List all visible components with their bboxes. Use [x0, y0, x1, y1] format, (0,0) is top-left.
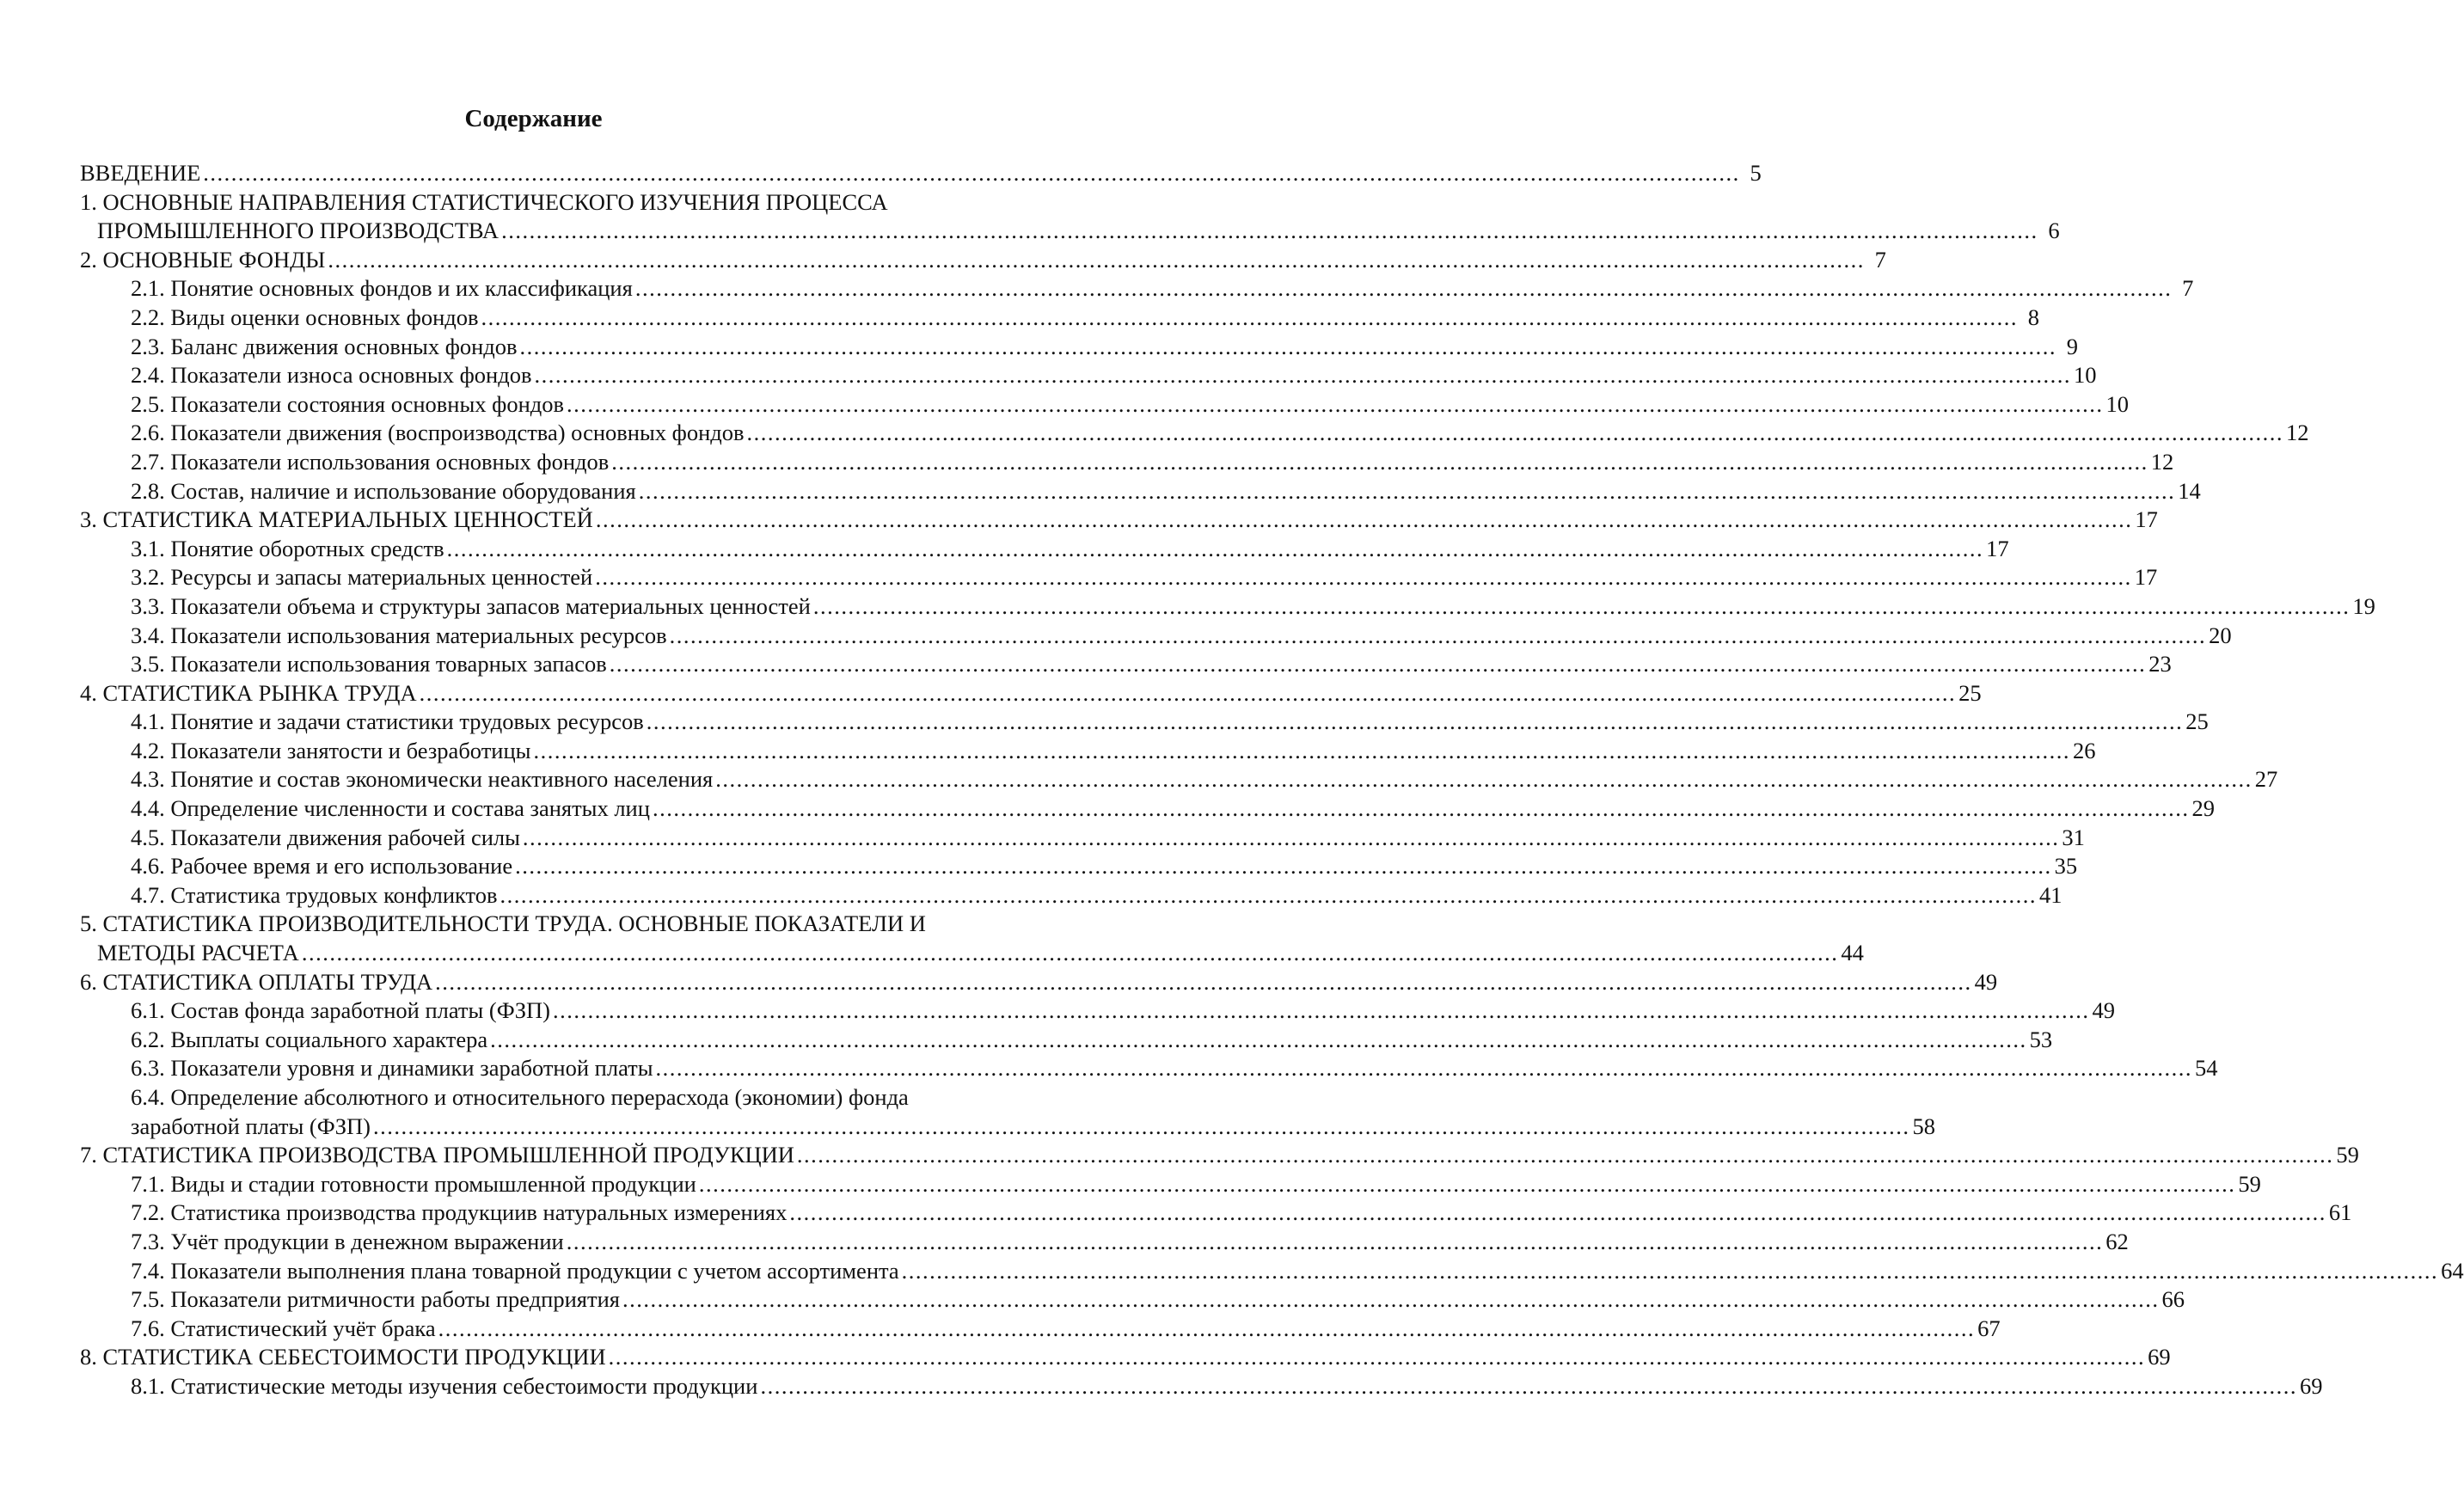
toc-entry[interactable] [80, 274, 2194, 303]
toc-entry[interactable] [80, 1228, 2129, 1257]
dot-leader: ............................................................................................................................................................................................................................ [552, 997, 2090, 1024]
toc-entry-line [80, 1198, 2352, 1228]
toc-entry-line [80, 274, 2194, 303]
toc-entry[interactable] [80, 1083, 1935, 1141]
toc-entry-line [80, 852, 2078, 881]
toc-entry-title: 2.2. Виды оценки основных фондов [131, 303, 479, 330]
toc-entry[interactable] [80, 563, 2158, 592]
toc-entry[interactable] [80, 1343, 2171, 1372]
dot-leader: ............................................................................................................................................................................................................................ [715, 766, 2253, 793]
dot-leader: ............................................................................................................................................................................................................................ [500, 881, 2038, 908]
dot-leader: ............................................................................................................................................................................................................................ [622, 1286, 2160, 1313]
toc-entry[interactable] [80, 824, 2085, 853]
dot-leader: ............................................................................................................................................................................................................................ [446, 535, 1984, 561]
dot-leader: ............................................................................................................................................................................................................................ [609, 651, 2147, 677]
toc-page-number: 5 [1750, 160, 1762, 186]
dot-leader: ............................................................................................................................................................................................................................ [652, 795, 2190, 822]
dot-leader: ............................................................................................................................................................................................................................ [698, 1170, 2236, 1197]
toc-entry-line [80, 1257, 2464, 1286]
toc-entry[interactable] [80, 1170, 2261, 1199]
toc-page-number: 26 [2072, 737, 2096, 763]
toc-entry-line [80, 592, 2375, 622]
toc-entry[interactable] [80, 535, 2009, 564]
toc-page-number: 64 [2441, 1257, 2464, 1284]
page-title: Содержание [464, 105, 603, 132]
toc-entry-title: 4.2. Показатели занятости и безработицы [131, 737, 531, 763]
toc-entry[interactable] [80, 996, 2115, 1026]
toc-entry[interactable] [80, 390, 2130, 420]
toc-entry-line [80, 246, 1886, 275]
toc-entry-line [80, 1083, 976, 1113]
toc-page-number: 25 [2185, 708, 2209, 735]
toc-entry-line [80, 939, 1864, 968]
toc-page-number: 7 [1874, 246, 1886, 273]
table-of-contents [80, 159, 2464, 1401]
dot-leader: ............................................................................................................................................................................................................................ [419, 679, 1957, 706]
toc-entry-title: 8.1. Статистические методы изучения себестоимости продукции [131, 1372, 758, 1399]
toc-entry-line [80, 477, 2201, 506]
toc-entry[interactable] [80, 708, 2209, 737]
toc-entry[interactable] [80, 650, 2172, 679]
dot-leader: ............................................................................................................................................................................................................................ [760, 1372, 2297, 1399]
toc-entry-title: 7.3. Учёт продукции в денежном выражении [131, 1228, 564, 1254]
dot-leader: ............................................................................................................................................................................................................................ [638, 477, 2176, 504]
toc-entry[interactable] [80, 765, 2278, 794]
toc-entry-title: 7.4. Показатели выполнения плана товарной продукции с учетом ассортимента [131, 1257, 899, 1284]
toc-entry[interactable] [80, 737, 2096, 766]
toc-entry-line [80, 650, 2172, 679]
toc-page-number: 53 [2029, 1026, 2053, 1052]
toc-page-number: 44 [1841, 940, 1864, 966]
toc-page-number: 61 [2328, 1199, 2352, 1226]
toc-entry-line [80, 794, 2215, 824]
toc-page-number: 69 [2148, 1344, 2171, 1370]
toc-page-number: 67 [1977, 1315, 2001, 1341]
toc-page-number: 41 [2039, 881, 2063, 908]
toc-entry[interactable] [80, 679, 1982, 708]
dot-leader: ............................................................................................................................................................................................................................ [655, 1055, 2193, 1082]
toc-entry[interactable] [80, 1285, 2185, 1315]
dot-leader: ............................................................................................................................................................................................................................ [634, 275, 2173, 302]
dot-leader: ............................................................................................................................................................................................................................ [567, 390, 2104, 417]
toc-entry-title: 3.5. Показатели использования товарных запасов [131, 651, 607, 677]
toc-page-number: 23 [2148, 651, 2172, 677]
toc-page-number: 9 [2066, 333, 2079, 359]
toc-entry-line [80, 679, 1982, 708]
toc-entry-title: 2.7. Показатели использования основных фондов [131, 448, 610, 475]
toc-entry[interactable] [80, 1257, 2464, 1286]
toc-entry[interactable] [80, 622, 2232, 651]
toc-entry[interactable] [80, 968, 1998, 997]
toc-entry-line [80, 968, 1998, 997]
dot-leader: ............................................................................................................................................................................................................................ [490, 1026, 2027, 1052]
dot-leader: ............................................................................................................................................................................................................................ [519, 333, 2057, 359]
toc-entry-title: 3.3. Показатели объема и структуры запасов материальных ценностей [131, 592, 811, 619]
toc-page-number: 17 [2134, 564, 2158, 591]
toc-entry-title: 6.1. Состав фонда заработной платы (ФЗП) [131, 997, 550, 1024]
dot-leader: ............................................................................................................................................................................................................................ [534, 362, 2071, 389]
toc-entry-line [80, 1228, 2129, 1257]
toc-entry[interactable] [80, 506, 2158, 535]
toc-entry-title: 6.2. Выплаты социального характера [131, 1026, 488, 1052]
dot-leader: ............................................................................................................................................................................................................................ [481, 303, 2019, 330]
toc-entry-line [80, 419, 2309, 448]
toc-page-number: 29 [2191, 795, 2215, 822]
dot-leader: ............................................................................................................................................................................................................................ [746, 420, 2283, 446]
toc-page-number: 10 [2073, 362, 2097, 389]
dot-leader: ............................................................................................................................................................................................................................ [438, 1315, 1976, 1341]
toc-entry[interactable] [80, 881, 2063, 910]
toc-page-number: 62 [2105, 1228, 2129, 1254]
toc-page-number: 8 [2027, 303, 2040, 330]
toc-page-number: 49 [2092, 997, 2115, 1024]
toc-entry-line [80, 1372, 2323, 1401]
dot-leader: ............................................................................................................................................................................................................................ [812, 592, 2351, 619]
toc-entry-title: ВВЕДЕНИЕ [80, 160, 201, 186]
toc-entry[interactable] [80, 592, 2375, 622]
toc-page-number: 54 [2195, 1055, 2218, 1082]
toc-page-number: 12 [2150, 448, 2174, 475]
toc-entry-title: МЕТОДЫ РАСЧЕТА [97, 940, 299, 966]
dot-leader: ............................................................................................................................................................................................................................ [301, 940, 1839, 966]
toc-entry-title: 6. СТАТИСТИКА ОПЛАТЫ ТРУДА [80, 968, 433, 995]
toc-page-number: 14 [2178, 477, 2201, 504]
toc-page-number: 7 [2182, 275, 2194, 302]
toc-entry[interactable] [80, 159, 1762, 188]
toc-entry[interactable] [80, 1026, 2053, 1055]
toc-entry-line [80, 1343, 2171, 1372]
toc-entry-title: 4.3. Понятие и состав экономически неактивного населения [131, 766, 714, 793]
toc-page-number: 17 [2135, 506, 2158, 533]
toc-entry-title: 4.5. Показатели движения рабочей силы [131, 824, 520, 850]
toc-entry-title: 3.4. Показатели использования материальных ресурсов [131, 622, 667, 648]
toc-entry-line [80, 188, 976, 218]
toc-entry-line [80, 765, 2278, 794]
toc-entry-line [80, 159, 1762, 188]
toc-page-number: 25 [1958, 679, 1982, 706]
dot-leader: ............................................................................................................................................................................................................................ [515, 853, 2052, 880]
toc-entry[interactable] [80, 910, 1864, 967]
toc-page-number: 6 [2048, 218, 2060, 244]
toc-entry[interactable] [80, 794, 2215, 824]
toc-page-number: 27 [2254, 766, 2278, 793]
toc-entry-title: 7.6. Статистический учёт брака [131, 1315, 436, 1341]
toc-entry-line [80, 622, 2232, 651]
toc-entry-line [80, 333, 2079, 362]
dot-leader: ............................................................................................................................................................................................................................ [566, 1228, 2104, 1254]
toc-entry-title: 4.6. Рабочее время и его использование [131, 853, 513, 880]
toc-entry-line [80, 910, 976, 939]
toc-entry-line [80, 1141, 2359, 1170]
dot-leader: ............................................................................................................................................................................................................................ [646, 708, 2184, 735]
dot-leader: ............................................................................................................................................................................................................................ [203, 160, 1740, 186]
toc-entry-line [80, 1026, 2053, 1055]
dot-leader: ............................................................................................................................................................................................................................ [595, 564, 2132, 591]
toc-page-number: 20 [2209, 622, 2232, 648]
toc-entry-title: 2.1. Понятие основных фондов и их классификация [131, 275, 633, 302]
toc-entry-line [80, 390, 2130, 420]
dot-leader: ............................................................................................................................................................................................................................ [501, 218, 2038, 244]
toc-entry-title: 4. СТАТИСТИКА РЫНКА ТРУДА [80, 679, 417, 706]
dot-leader: ............................................................................................................................................................................................................................ [901, 1257, 2439, 1284]
toc-page-number: 49 [1974, 968, 1998, 995]
toc-entry-title: 2.6. Показатели движения (воспроизводства) основных фондов [131, 420, 745, 446]
toc-entry-title: 3.1. Понятие оборотных средств [131, 535, 444, 561]
toc-entry-line [80, 824, 2085, 853]
toc-entry-title: 4.1. Понятие и задачи статистики трудовых ресурсов [131, 708, 644, 735]
toc-page-number: 58 [1912, 1113, 1935, 1139]
toc-entry-title: 2.4. Показатели износа основных фондов [131, 362, 532, 389]
toc-entry-line [80, 303, 2040, 333]
toc-page-number: 17 [1986, 535, 2009, 561]
toc-page-number: 31 [2062, 824, 2085, 850]
toc-entry-title: 3.2. Ресурсы и запасы материальных ценностей [131, 564, 593, 591]
toc-entry-title: 2.3. Баланс движения основных фондов [131, 333, 518, 359]
toc-entry-title: ПРОМЫШЛЕННОГО ПРОИЗВОДСТВА [97, 218, 500, 244]
toc-entry-title: 3. СТАТИСТИКА МАТЕРИАЛЬНЫХ ЦЕННОСТЕЙ [80, 506, 593, 533]
toc-entry-line [80, 563, 2158, 592]
dot-leader: ............................................................................................................................................................................................................................ [595, 506, 2133, 533]
toc-entry-line [80, 1170, 2261, 1199]
dot-leader: ............................................................................................................................................................................................................................ [328, 246, 1865, 273]
toc-entry-line [80, 448, 2174, 477]
toc-entry-line [80, 996, 2115, 1026]
toc-entry-title: 7.5. Показатели ритмичности работы предприятия [131, 1286, 620, 1313]
toc-entry-line [80, 1054, 2218, 1083]
toc-entry-line [80, 708, 2209, 737]
toc-page-number: 59 [2238, 1170, 2261, 1197]
toc-entry-title: 8. СТАТИСТИКА СЕБЕСТОИМОСТИ ПРОДУКЦИИ [80, 1344, 606, 1370]
toc-entry-title: 5. СТАТИСТИКА ПРОИЗВОДИТЕЛЬНОСТИ ТРУДА. ОСНОВНЫЕ ПОКАЗАТЕЛИ И [80, 910, 926, 937]
toc-entry[interactable] [80, 303, 2040, 333]
toc-entry-title: 2. ОСНОВНЫЕ ФОНДЫ [80, 246, 326, 273]
toc-page-number: 10 [2105, 390, 2130, 417]
toc-entry[interactable] [80, 1141, 2359, 1170]
toc-entry-title: 4.7. Статистика трудовых конфликтов [131, 881, 498, 908]
toc-entry[interactable] [80, 419, 2309, 448]
toc-entry[interactable] [80, 477, 2201, 506]
toc-entry-title: 4.4. Определение численности и состава занятых лиц [131, 795, 650, 822]
toc-page-number: 35 [2054, 853, 2078, 880]
toc-entry[interactable] [80, 1372, 2323, 1401]
toc-entry[interactable] [80, 448, 2174, 477]
toc-entry-line [80, 1315, 2001, 1344]
dot-leader: ............................................................................................................................................................................................................................ [796, 1142, 2334, 1168]
toc-page-number: 66 [2161, 1286, 2185, 1313]
toc-entry[interactable] [80, 188, 2060, 246]
dot-leader: ............................................................................................................................................................................................................................ [608, 1344, 2146, 1370]
dot-leader: ............................................................................................................................................................................................................................ [789, 1199, 2326, 1226]
toc-entry-line [80, 361, 2097, 390]
toc-entry-title: 1. ОСНОВНЫЕ НАПРАВЛЕНИЯ СТАТИСТИЧЕСКОГО ИЗУЧЕНИЯ ПРОЦЕССА [80, 188, 888, 215]
toc-page-number: 12 [2286, 420, 2309, 446]
toc-page-number: 59 [2336, 1142, 2359, 1168]
toc-entry[interactable] [80, 1315, 2001, 1344]
toc-entry-line [80, 737, 2096, 766]
dot-leader: ............................................................................................................................................................................................................................ [533, 737, 2070, 763]
dot-leader: ............................................................................................................................................................................................................................ [435, 968, 1972, 995]
dot-leader: ............................................................................................................................................................................................................................ [611, 448, 2148, 475]
toc-entry[interactable] [80, 1198, 2352, 1228]
toc-entry[interactable] [80, 1054, 2218, 1083]
toc-entry-title: 2.5. Показатели состояния основных фондов [131, 390, 565, 417]
toc-entry-title: 6.3. Показатели уровня и динамики заработной платы [131, 1055, 653, 1082]
toc-entry-line [80, 1113, 1935, 1142]
toc-entry-title: заработной платы (ФЗП) [131, 1113, 371, 1139]
toc-entry-title: 7.1. Виды и стадии готовности промышленной продукции [131, 1170, 696, 1197]
toc-entry-line [80, 217, 2060, 246]
dot-leader: ............................................................................................................................................................................................................................ [522, 824, 2060, 850]
toc-entry[interactable] [80, 333, 2079, 362]
toc-page-number: 69 [2299, 1372, 2323, 1399]
toc-entry-title: 7.2. Статистика производства продукциив натуральных измерениях [131, 1199, 788, 1226]
toc-entry-line [80, 506, 2158, 535]
toc-entry-line [80, 1285, 2185, 1315]
toc-entry-title: 2.8. Состав, наличие и использование оборудования [131, 477, 636, 504]
toc-entry[interactable] [80, 361, 2097, 390]
dot-leader: ............................................................................................................................................................................................................................ [372, 1113, 1910, 1139]
toc-entry-line [80, 535, 2009, 564]
toc-entry[interactable] [80, 852, 2078, 881]
toc-page-number: 19 [2352, 592, 2375, 619]
toc-entry-title: 6.4. Определение абсолютного и относительного перерасхода (экономии) фонда [131, 1084, 909, 1110]
dot-leader: ............................................................................................................................................................................................................................ [669, 622, 2207, 648]
toc-entry[interactable] [80, 246, 1886, 275]
toc-entry-line [80, 881, 2063, 910]
toc-entry-title: 7. СТАТИСТИКА ПРОИЗВОДСТВА ПРОМЫШЛЕННОЙ ПРОДУКЦИИ [80, 1142, 794, 1168]
